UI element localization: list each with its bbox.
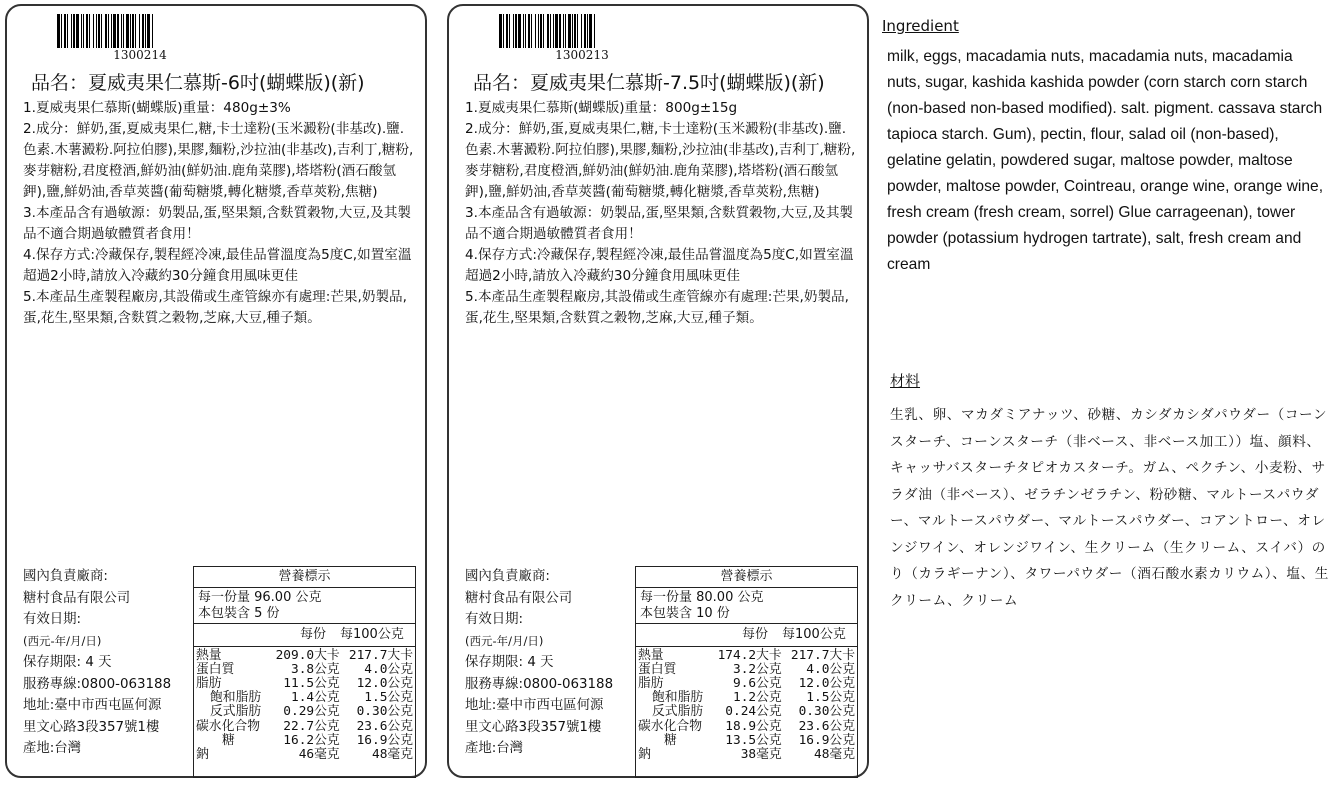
nutrition-table: [636, 649, 857, 762]
table-row: [194, 649, 415, 663]
per-serving-value: 0.29公克: [283, 704, 340, 720]
origin: 產地:台灣: [23, 741, 82, 756]
ingredient-item: 3.本產品含有過敏源：奶製品,蛋,堅果類,含麩質穀物,大豆,及其製品不適合期過敏體質者食用！: [23, 205, 412, 242]
per-100g-value: 23.6公克: [356, 718, 413, 734]
manufacturer-info: [23, 566, 193, 760]
japanese-ingredient-text: 生乳、卵、マカダミアナッツ、砂糖、カシダカシダパウダー（コーンスターチ、コーンスターチ（非ベース、非ベース加工））塩、顔料、キャッサバスターチタピオカスターチ。ガム、ペクチン、小麦粉、サラダ油（非ベース）、ゼラチンゼラチン、粉砂糖、マルトースパウダー、マルトースパウダー、マルトースパウダー、コアントロー、オレンジワイン、オレンジワイン、生クリーム（生クリーム、スイバ）のり（カラギーナン）、タワーパウダー（酒石酸水素カリウム）、塩、生クリーム、クリーム: [890, 407, 1329, 609]
nutrient-name: 脂肪: [196, 676, 222, 692]
product-name: 品名：夏威夷果仁慕斯-6吋(蝴蝶版)(新): [31, 72, 365, 94]
per-serving-value: 3.2公克: [732, 662, 782, 678]
nutrient-name: 蛋白質: [196, 662, 235, 678]
per-100g-value: 4.0公克: [364, 662, 413, 678]
nutrient-name: 反式脂肪: [652, 704, 704, 720]
per-100g-value: 12.0公克: [356, 676, 413, 692]
table-row: [636, 748, 857, 762]
ingredient-list: [23, 98, 415, 329]
serving-info: [194, 588, 415, 624]
per-serving-header: 每份: [300, 627, 327, 642]
per-serving-value: 22.7公克: [283, 718, 340, 734]
manufacturer-heading: 國內負責廠商:: [23, 569, 108, 584]
nutrient-name: 糖: [222, 732, 235, 748]
ingredient-item: 2.成分：鮮奶,蛋,夏威夷果仁,糖,卡士達粉(玉米澱粉(非基改).鹽.色素.木薯澱粉.阿拉伯膠),果膠,麵粉,沙拉油(非基改),吉利丁,糖粉,麥芽糖粉,君度橙酒,鮮奶油(鮮奶油.鹿角菜膠),塔塔粉(酒石酸氫鉀),鹽,鮮奶油,香草莢醬(葡萄糖漿,轉化糖漿,香草莢粉,焦糖): [23, 121, 414, 200]
per-serving-value: 13.5公克: [725, 732, 782, 748]
serving-size: 每一份量 80.00 公克: [640, 590, 764, 605]
per-serving-value: 1.4公克: [290, 690, 340, 706]
per-100g-value: 16.9公克: [356, 732, 413, 748]
ingredient-list: [465, 98, 857, 329]
per-serving-header: 每份: [742, 627, 769, 642]
shelf-life: 保存期限: 4 天: [465, 655, 554, 670]
nutrition-column-header: [194, 624, 415, 647]
servings-per-package: 本包裝含 10 份: [640, 606, 730, 621]
per-serving-value: 18.9公克: [725, 718, 782, 734]
address-line2: 里文心路3段357號1樓: [23, 719, 160, 735]
ingredient-item: 5.本產品生產製程廠房,其設備或生產管線亦有處理:芒果,奶製品,蛋,花生,堅果類,含麩質之穀物,芝麻,大豆,種子類。: [23, 289, 407, 326]
per-serving-value: 9.6公克: [732, 676, 782, 692]
origin: 產地:台灣: [465, 741, 524, 756]
nutrient-name: 鈉: [638, 746, 651, 762]
per-100g-header: 每100公克: [782, 627, 846, 642]
english-ingredient-text: milk, eggs, macadamia nuts, macadamia nuts, macadamia nuts, sugar, kashida kashida powder (corn starch corn starch (non-based non-based modified). salt. pigment. cassava starch tapioca starch. Gum), pectin, flour, salad oil (non-based), gelatine gelatin, powdered sugar, maltose powder, maltose powder, maltose powder, Cointreau, orange wine, orange wine, fresh cream (fresh cream, sorrel) Glue carrageenan), tower powder (potassium hydrogen tartrate), salt, fresh cream and cream: [887, 48, 1324, 273]
ingredient-item: 2.成分：鮮奶,蛋,夏威夷果仁,糖,卡士達粉(玉米澱粉(非基改).鹽.色素.木薯澱粉.阿拉伯膠),果膠,麵粉,沙拉油(非基改),吉利丁,糖粉,麥芽糖粉,君度橙酒,鮮奶油(鮮奶油.鹿角菜膠),塔塔粉(酒石酸氫鉀),鹽,鮮奶油,香草莢醬(葡萄糖漿,轉化糖漿,香草莢粉,焦糖): [465, 121, 856, 200]
manufacturer-heading: 國內負責廠商:: [465, 569, 550, 584]
per-100g-value: 12.0公克: [798, 676, 855, 692]
barcode-icon: [497, 14, 667, 48]
ingredient-item: 3.本產品含有過敏源：奶製品,蛋,堅果類,含麩質穀物,大豆,及其製品不適合期過敏體質者食用！: [465, 205, 854, 242]
per-serving-value: 38毫克: [740, 746, 782, 762]
ingredient-item: 1.夏威夷果仁慕斯(蝴蝶版)重量：800g±15g: [465, 100, 738, 116]
address-line1: 地址:臺中市西屯區何源: [23, 698, 162, 713]
date-format: (西元-年/月/日): [23, 633, 102, 648]
nutrient-name: 脂肪: [638, 676, 664, 692]
nutrient-name: 碳水化合物: [196, 718, 260, 734]
nutrition-title: 營養標示: [636, 567, 857, 588]
service-hotline: 服務專線:0800-063188: [23, 676, 172, 692]
shelf-life: 保存期限: 4 天: [23, 655, 112, 670]
ingredient-item: 4.保存方式:冷藏保存,製程經冷凍,最佳品嘗溫度為5度C,如置室溫超過2小時,請放入冷藏約30分鐘食用風味更佳: [23, 247, 412, 284]
per-serving-value: 46毫克: [298, 746, 340, 762]
barcode-number: 1300213: [555, 48, 609, 62]
product-label-6inch: [5, 4, 427, 778]
per-100g-value: 48毫克: [371, 746, 413, 762]
service-hotline: 服務專線:0800-063188: [465, 676, 614, 692]
barcode-icon: [55, 14, 225, 48]
table-row: [636, 649, 857, 663]
per-serving-value: 209.0大卡: [275, 648, 340, 664]
product-name: 品名：夏威夷果仁慕斯-7.5吋(蝴蝶版)(新): [473, 72, 825, 94]
nutrient-name: 蛋白質: [638, 662, 677, 678]
nutrient-name: 糖: [664, 732, 677, 748]
table-row: [636, 705, 857, 719]
ingredient-item: 4.保存方式:冷藏保存,製程經冷凍,最佳品嘗溫度為5度C,如置室溫超過2小時,請放入冷藏約30分鐘食用風味更佳: [465, 247, 854, 284]
serving-size: 每一份量 96.00 公克: [198, 590, 322, 605]
per-serving-value: 0.24公克: [725, 704, 782, 720]
per-100g-value: 217.7大卡: [348, 648, 413, 664]
nutrition-column-header: [636, 624, 857, 647]
nutrient-name: 飽和脂肪: [652, 690, 704, 706]
per-100g-value: 16.9公克: [798, 732, 855, 748]
per-100g-value: 0.30公克: [356, 704, 413, 720]
product-label-7-5inch: [447, 4, 869, 778]
table-row: [636, 734, 857, 748]
per-100g-value: 1.5公克: [364, 690, 413, 706]
address-line2: 里文心路3段357號1樓: [465, 719, 602, 735]
table-row: [194, 705, 415, 719]
nutrient-name: 碳水化合物: [638, 718, 702, 734]
table-row: [194, 719, 415, 733]
manufacturer-info: [465, 566, 635, 760]
expiry-label: 有效日期:: [23, 612, 82, 627]
ingredient-item: 5.本產品生產製程廠房,其設備或生產管線亦有處理:芒果,奶製品,蛋,花生,堅果類,含麩質之穀物,芝麻,大豆,種子類。: [465, 289, 849, 326]
per-serving-value: 11.5公克: [283, 676, 340, 692]
nutrient-name: 熱量: [638, 648, 664, 664]
per-serving-value: 1.2公克: [732, 690, 782, 706]
english-ingredient-heading: Ingredient: [882, 17, 959, 35]
manufacturer-name: 糖村食品有限公司: [465, 590, 573, 606]
table-row: [194, 734, 415, 748]
nutrient-name: 反式脂肪: [210, 704, 262, 720]
japanese-ingredient-heading: 材料: [890, 372, 921, 390]
table-row: [636, 719, 857, 733]
serving-info: [636, 588, 857, 624]
address-line1: 地址:臺中市西屯區何源: [465, 698, 604, 713]
manufacturer-name: 糖村食品有限公司: [23, 590, 131, 606]
per-100g-header: 每100公克: [340, 627, 404, 642]
per-100g-value: 1.5公克: [806, 690, 855, 706]
nutrient-name: 鈉: [196, 746, 209, 762]
per-serving-value: 174.2大卡: [717, 648, 782, 664]
nutrient-name: 飽和脂肪: [210, 690, 262, 706]
per-serving-value: 16.2公克: [283, 732, 340, 748]
servings-per-package: 本包裝含 5 份: [198, 606, 280, 621]
date-format: (西元-年/月/日): [465, 633, 544, 648]
ingredient-item: 1.夏威夷果仁慕斯(蝴蝶版)重量：480g±3%: [23, 100, 291, 116]
nutrition-facts: [635, 566, 858, 778]
nutrition-title: 營養標示: [194, 567, 415, 588]
per-100g-value: 0.30公克: [798, 704, 855, 720]
per-100g-value: 4.0公克: [806, 662, 855, 678]
nutrient-name: 熱量: [196, 648, 222, 664]
nutrition-table: [194, 649, 415, 762]
per-100g-value: 48毫克: [813, 746, 855, 762]
per-serving-value: 3.8公克: [290, 662, 340, 678]
expiry-label: 有效日期:: [465, 612, 524, 627]
barcode-number: 1300214: [113, 48, 167, 62]
per-100g-value: 217.7大卡: [790, 648, 855, 664]
table-row: [194, 748, 415, 762]
per-100g-value: 23.6公克: [798, 718, 855, 734]
nutrition-facts: [193, 566, 416, 778]
